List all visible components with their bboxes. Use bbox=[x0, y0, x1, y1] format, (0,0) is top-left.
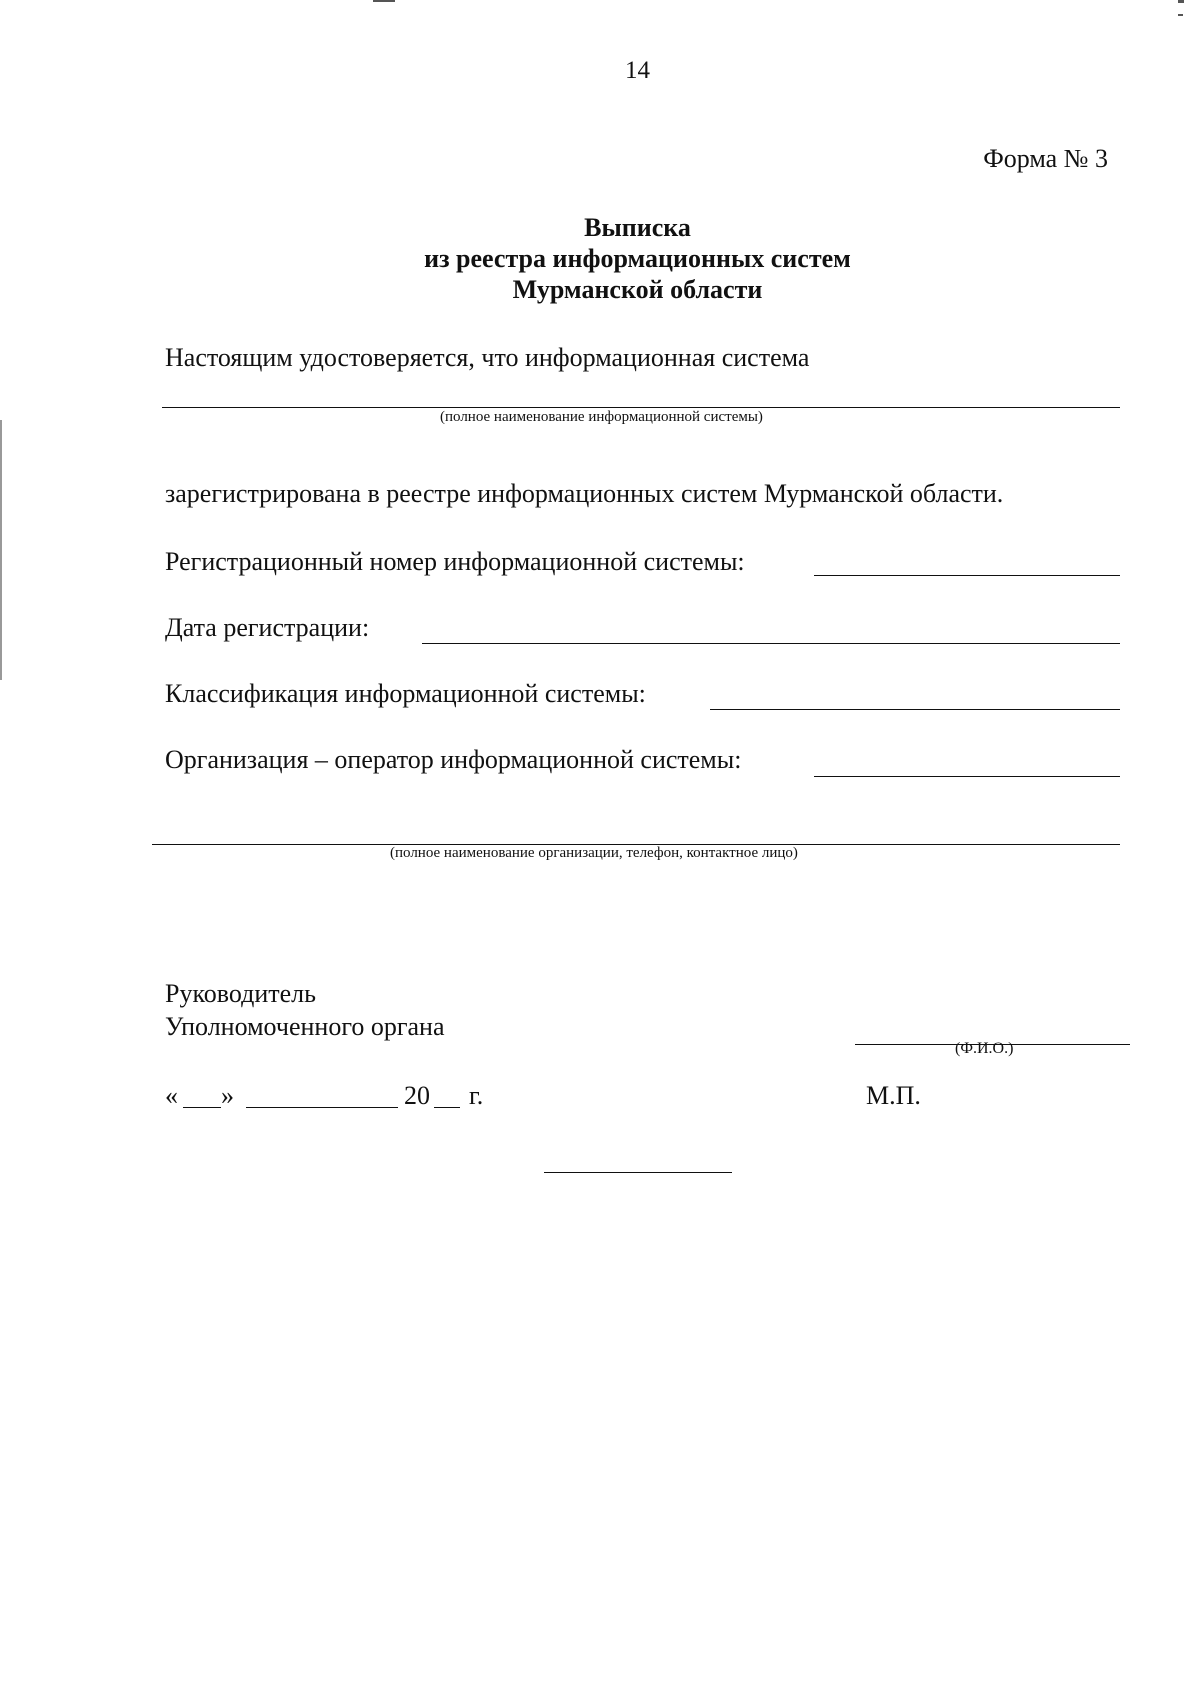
reg-number-label: Регистрационный номер информационной системы: bbox=[165, 547, 745, 576]
registered-text: зарегистрирована в реестре информационных систем Мурманской области. bbox=[165, 479, 1004, 508]
reg-date-field[interactable] bbox=[422, 643, 1120, 644]
title-line-1: Выписка bbox=[584, 213, 691, 242]
signatory-line-2: Уполномоченного органа bbox=[165, 1012, 445, 1041]
scan-artifact-top bbox=[373, 0, 395, 2]
classification-field[interactable] bbox=[710, 709, 1120, 710]
operator-label: Организация – оператор информационной системы: bbox=[165, 745, 742, 774]
system-name-line[interactable] bbox=[162, 407, 1120, 408]
date-year-prefix: 20 bbox=[404, 1081, 430, 1110]
date-year-suffix: г. bbox=[469, 1081, 484, 1110]
fio-caption: (Ф.И.О.) bbox=[955, 1040, 1014, 1057]
reg-number-field[interactable] bbox=[814, 575, 1120, 576]
operator-caption: (полное наименование организации, телефон, контактное лицо) bbox=[390, 845, 798, 861]
date-day-field[interactable] bbox=[183, 1107, 221, 1108]
operator-field[interactable] bbox=[814, 776, 1120, 777]
scan-artifact-left-edge bbox=[0, 420, 2, 680]
system-name-caption: (полное наименование информационной системы) bbox=[440, 409, 763, 425]
scan-artifact-corner-2 bbox=[1178, 14, 1183, 16]
scan-artifact-corner bbox=[1178, 0, 1184, 3]
date-year-field[interactable] bbox=[434, 1107, 460, 1108]
stamp-place: М.П. bbox=[866, 1081, 921, 1110]
reg-date-label: Дата регистрации: bbox=[165, 613, 370, 642]
form-label: Форма № 3 bbox=[983, 144, 1108, 173]
signatory-block bbox=[165, 977, 445, 1043]
title-line-3: Мурманской области bbox=[512, 275, 763, 304]
classification-label: Классификация информационной системы: bbox=[165, 679, 646, 708]
document-title bbox=[0, 212, 1200, 305]
page-number: 14 bbox=[625, 57, 650, 84]
closing-separator bbox=[544, 1172, 732, 1173]
date-month-field[interactable] bbox=[246, 1107, 398, 1108]
date-close-quote: » bbox=[221, 1081, 234, 1110]
signatory-line-1: Руководитель bbox=[165, 979, 316, 1008]
title-line-2: из реестра информационных систем bbox=[424, 244, 851, 273]
certify-text: Настоящим удостоверяется, что информационная система bbox=[165, 343, 810, 372]
date-open-quote: « bbox=[165, 1081, 178, 1110]
